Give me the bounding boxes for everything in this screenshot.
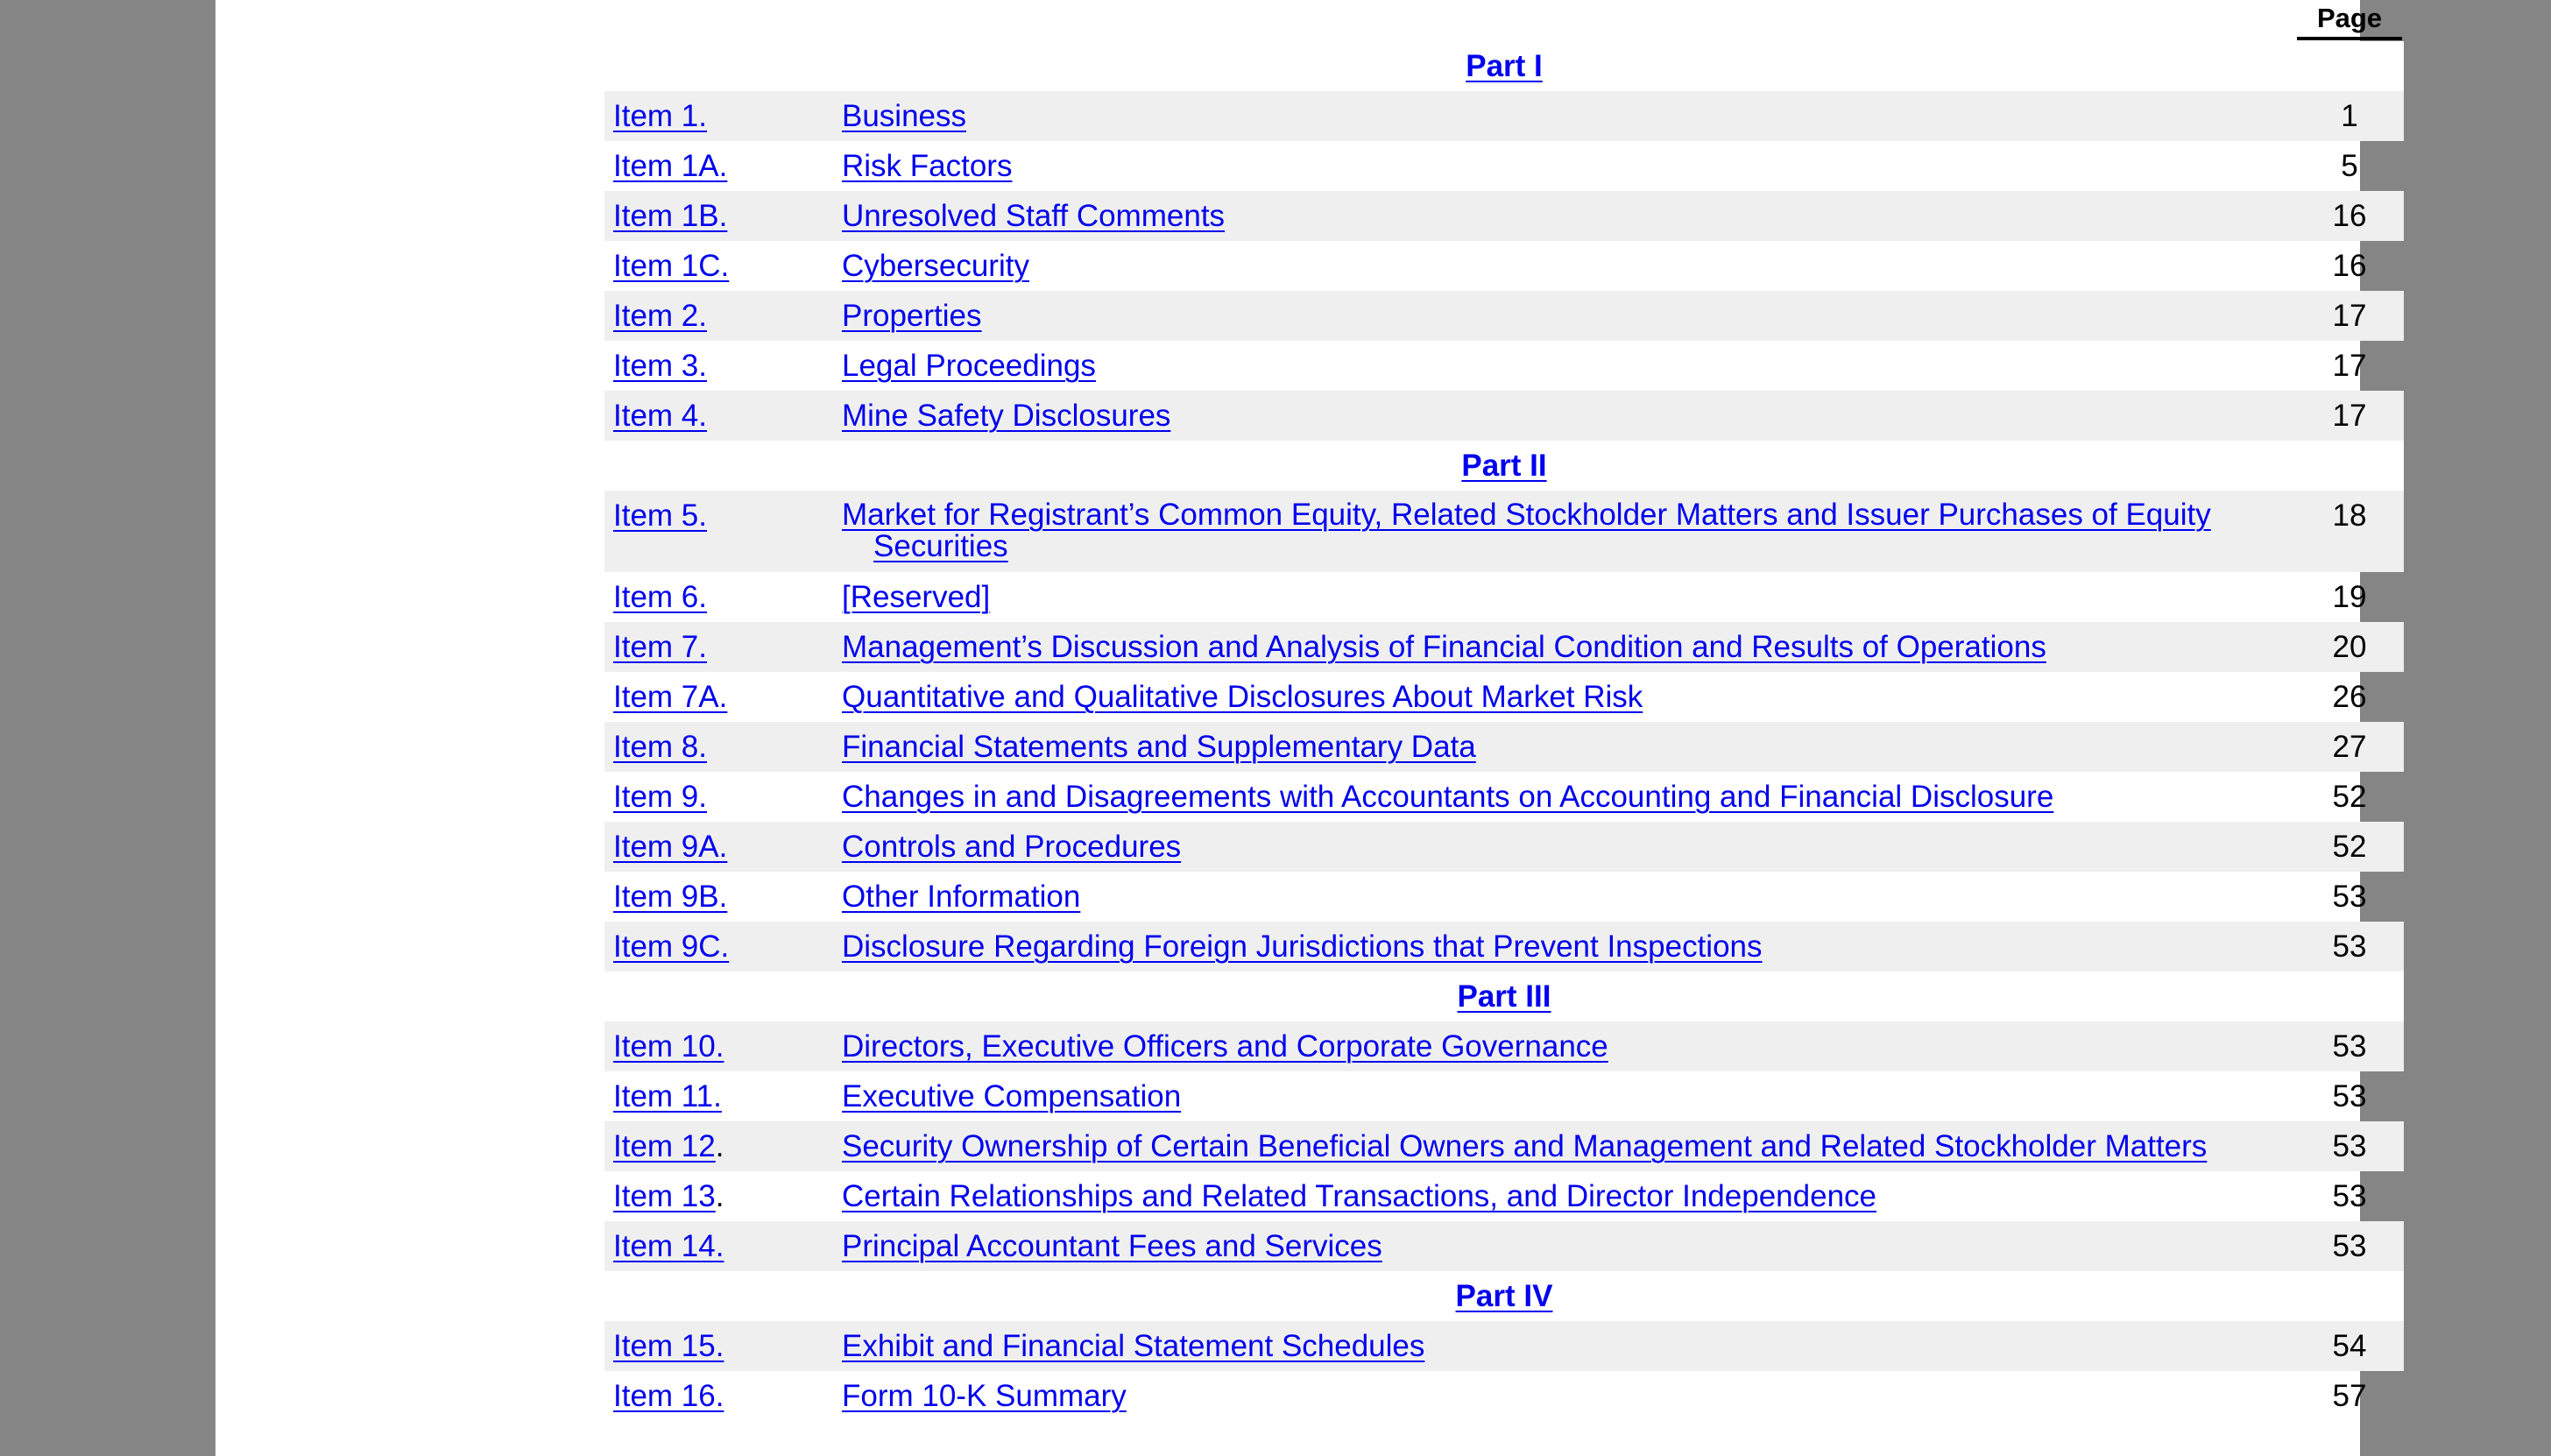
page-number: 20: [2332, 630, 2367, 664]
item-title-cell: [842, 141, 2270, 191]
item-number-cell: [613, 672, 727, 722]
page-number: 53: [2332, 880, 2367, 914]
page-number: 53: [2332, 929, 2367, 964]
item-title-link[interactable]: Other Information: [842, 880, 1081, 914]
page-number: 17: [2332, 299, 2367, 333]
item-title-link[interactable]: Certain Relationships and Related Transactions, and Director Independence: [842, 1179, 1876, 1213]
item-number-cell: [613, 91, 707, 141]
item-number-link[interactable]: Item 1B.: [613, 199, 728, 233]
item-title-cell: [842, 191, 2270, 241]
page-number: 16: [2332, 199, 2367, 233]
part-heading-link[interactable]: Part IV: [1455, 1279, 1553, 1313]
item-title-cell: [842, 772, 2270, 822]
item-number-link[interactable]: Item 14.: [613, 1229, 724, 1263]
toc-row: [604, 622, 2404, 672]
item-title-link[interactable]: Financial Statements and Supplementary Data: [842, 730, 1476, 764]
toc-row: [604, 141, 2404, 191]
item-title-link[interactable]: Legal Proceedings: [842, 349, 1096, 383]
item-title-link[interactable]: Properties: [842, 299, 982, 333]
item-title-link[interactable]: [Reserved]: [842, 580, 991, 614]
item-number-link[interactable]: Item 6.: [613, 580, 707, 614]
item-number-link[interactable]: Item 1C.: [613, 249, 730, 283]
item-number-cell: [613, 191, 727, 241]
item-number-link[interactable]: Item 9B.: [613, 880, 728, 914]
item-title-cell: [842, 1221, 2270, 1271]
page-number: 17: [2332, 349, 2367, 383]
part-heading: [604, 972, 2404, 1021]
item-title-link[interactable]: Management’s Discussion and Analysis of Financial Condition and Results of Operations: [842, 630, 2046, 664]
item-title-cell: [842, 1321, 2270, 1371]
page-number: 52: [2332, 830, 2367, 864]
item-title-cell: [842, 922, 2270, 972]
item-number-link[interactable]: Item 3.: [613, 349, 707, 383]
table-of-contents: [604, 0, 2404, 1421]
toc-row: [604, 572, 2404, 622]
toc-row: [604, 241, 2404, 291]
item-number-suffix: .: [715, 1179, 724, 1213]
item-title-link[interactable]: Business: [842, 99, 967, 133]
toc-row: [604, 722, 2404, 772]
item-number-link[interactable]: Item 9C.: [613, 929, 730, 964]
item-number-link[interactable]: Item 8.: [613, 730, 707, 764]
item-number-link[interactable]: Item 7.: [613, 630, 707, 664]
page-number: 53: [2332, 1129, 2367, 1163]
toc-row: [604, 772, 2404, 822]
item-number-link[interactable]: Item 1.: [613, 99, 707, 133]
item-number-cell: [613, 241, 729, 291]
item-title-cell: [842, 722, 2270, 772]
item-title-cell: [842, 391, 2270, 441]
item-number-cell: [613, 822, 727, 872]
toc-row: [604, 391, 2404, 441]
item-number-link[interactable]: Item 10.: [613, 1029, 724, 1064]
item-number-cell: [613, 1171, 724, 1221]
item-title-cell: [842, 872, 2270, 922]
item-number-cell: [613, 341, 707, 391]
item-title-link[interactable]: Directors, Executive Officers and Corporate Governance: [842, 1029, 1608, 1064]
item-number-link[interactable]: Item 2.: [613, 299, 707, 333]
item-title-link[interactable]: Quantitative and Qualitative Disclosures About Market Risk: [842, 680, 1643, 714]
item-title-cell: [842, 291, 2270, 341]
item-title-cell: [842, 499, 2301, 562]
toc-row: [604, 91, 2404, 141]
toc-row: [604, 491, 2404, 572]
item-number-link[interactable]: Item 9.: [613, 780, 707, 814]
item-number-cell: [613, 1321, 724, 1371]
toc-row: [604, 872, 2404, 922]
item-title-link[interactable]: Changes in and Disagreements with Accountants on Accounting and Financial Disclosure: [842, 780, 2054, 814]
item-title-cell: [842, 572, 2270, 622]
item-number-link[interactable]: Item 7A.: [613, 680, 728, 714]
item-title-cell: [842, 1071, 2270, 1121]
toc-row: [604, 1371, 2404, 1421]
item-number-link[interactable]: Item 16.: [613, 1379, 724, 1413]
item-number-cell: [613, 1021, 724, 1071]
item-number-cell: [613, 872, 727, 922]
item-number-cell: [613, 922, 729, 972]
item-number-suffix: .: [715, 1129, 724, 1163]
page-number: 54: [2332, 1329, 2367, 1363]
item-number-cell: [613, 722, 707, 772]
page-column-header: Page: [2297, 0, 2402, 40]
page-number: 53: [2332, 1029, 2367, 1064]
item-title-link[interactable]: Form 10-K Summary: [842, 1379, 1127, 1413]
document-page: [216, 0, 2383, 1456]
toc-row: [604, 822, 2404, 872]
item-title-cell: [842, 1171, 2270, 1221]
item-number-link[interactable]: Item 12: [613, 1129, 716, 1163]
item-title-cell: [842, 1121, 2270, 1171]
item-number-cell: [613, 1071, 722, 1121]
item-title-cell: [842, 622, 2270, 672]
item-number-link[interactable]: Item 15.: [613, 1329, 724, 1363]
page-number: 27: [2332, 730, 2367, 764]
page-number: 53: [2332, 1229, 2367, 1263]
item-title-cell: [842, 1021, 2270, 1071]
item-number-cell: [613, 572, 707, 622]
item-title-cell: [842, 822, 2270, 872]
item-number-cell: [613, 491, 707, 541]
toc-row: [604, 1221, 2404, 1271]
item-title-link[interactable]: Security Ownership of Certain Beneficial Owners and Management and Related Stockholder Matters: [842, 1129, 2208, 1163]
item-number-link[interactable]: Item 1A.: [613, 149, 728, 183]
item-title-cell: [842, 1371, 2270, 1421]
toc-header: [604, 0, 2404, 41]
item-title-cell: [842, 341, 2270, 391]
page-number: 53: [2332, 1079, 2367, 1113]
item-title-link[interactable]: Principal Accountant Fees and Services: [842, 1229, 1382, 1263]
toc-row: [604, 1171, 2404, 1221]
item-number-link[interactable]: Item 4.: [613, 399, 707, 433]
toc-row: [604, 672, 2404, 722]
item-title-cell: [842, 241, 2270, 291]
page-number: 1: [2341, 99, 2358, 133]
page-number: 18: [2332, 498, 2367, 533]
item-title-link[interactable]: Unresolved Staff Comments: [842, 199, 1226, 233]
page-number: 17: [2332, 399, 2367, 433]
toc-row: [604, 1321, 2404, 1371]
item-number-link[interactable]: Item 13: [613, 1179, 716, 1213]
item-title-link[interactable]: Exhibit and Financial Statement Schedules: [842, 1329, 1425, 1363]
item-title-link[interactable]: Controls and Procedures: [842, 830, 1182, 864]
item-title-link[interactable]: Risk Factors: [842, 149, 1013, 183]
item-title-link[interactable]: Market for Registrant’s Common Equity, Related Stockholder Matters and Issuer Purchases of Equity Securities: [842, 498, 2211, 563]
item-title-link[interactable]: Executive Compensation: [842, 1079, 1182, 1113]
item-number-cell: [613, 141, 727, 191]
item-title-cell: [842, 672, 2270, 722]
toc-row: [604, 1021, 2404, 1071]
part-heading: [604, 41, 2404, 91]
part-heading-link[interactable]: Part II: [1461, 449, 1547, 483]
page-number: 57: [2332, 1379, 2367, 1413]
item-number-link[interactable]: Item 5.: [613, 498, 707, 533]
part-heading-link[interactable]: Part I: [1466, 49, 1543, 83]
item-number-cell: [613, 1221, 724, 1271]
page-number: 52: [2332, 780, 2367, 814]
item-title-link[interactable]: Disclosure Regarding Foreign Jurisdictions that Prevent Inspections: [842, 929, 1763, 964]
item-number-cell: [613, 291, 707, 341]
item-number-cell: [613, 391, 707, 441]
toc-row: [604, 1121, 2404, 1171]
part-heading: [604, 441, 2404, 491]
part-heading: [604, 1271, 2404, 1321]
item-title-link[interactable]: Cybersecurity: [842, 249, 1029, 283]
page-number: 19: [2332, 580, 2367, 614]
toc-row: [604, 191, 2404, 241]
part-heading-link[interactable]: Part III: [1457, 979, 1551, 1014]
toc-body: [604, 41, 2404, 1421]
toc-row: [604, 922, 2404, 972]
page-number: 26: [2332, 680, 2367, 714]
page-number: 16: [2332, 249, 2367, 283]
item-number-cell: [613, 622, 707, 672]
item-number-cell: [613, 1371, 724, 1421]
page-number: 53: [2332, 1179, 2367, 1213]
toc-row: [604, 341, 2404, 391]
item-number-link[interactable]: Item 11.: [613, 1079, 722, 1113]
item-number-link[interactable]: Item 9A.: [613, 830, 728, 864]
page-number: 5: [2341, 149, 2358, 183]
item-number-cell: [613, 772, 707, 822]
item-title-cell: [842, 91, 2270, 141]
item-number-cell: [613, 1121, 724, 1171]
item-title-link[interactable]: Mine Safety Disclosures: [842, 399, 1171, 433]
toc-row: [604, 291, 2404, 341]
toc-row: [604, 1071, 2404, 1121]
